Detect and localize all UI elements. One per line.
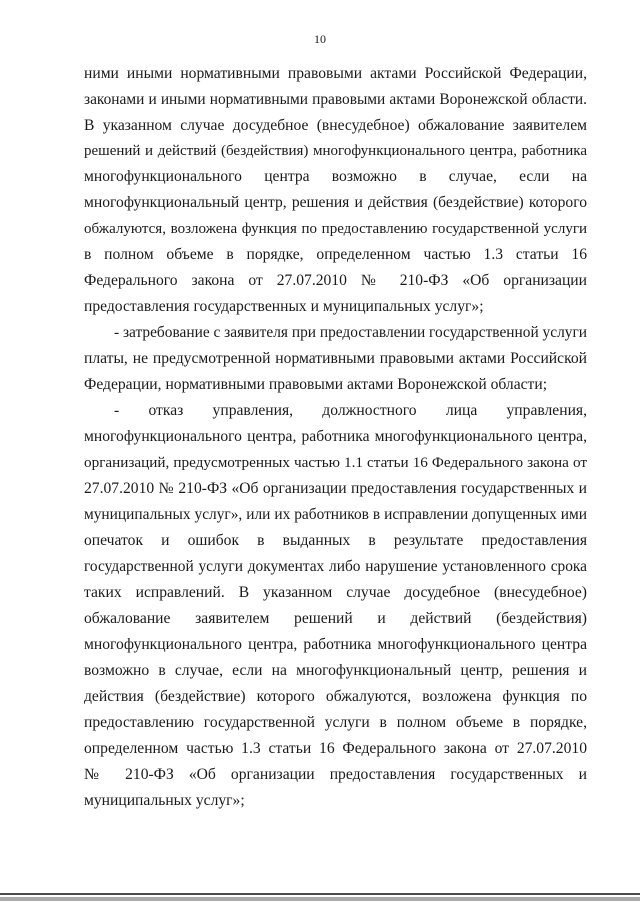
text-line: многофункционального центра возможно в случае, если на: [84, 168, 587, 185]
text-line: в полном объеме в порядке, определенном частью 1.3 статьи 16: [84, 246, 587, 263]
text-line: возможно в случае, если на многофункциональный центр, решения и: [84, 662, 587, 679]
scan-edge-line: [0, 893, 640, 895]
text-line: обжалуются, возложена функция по предоставлению государственной услуги: [84, 221, 587, 237]
text-line: определенном частью 1.3 статьи 16 Федерального закона от 27.07.2010: [84, 740, 587, 757]
scan-edge-shadow: [0, 897, 640, 901]
text-line: таких исправлений. В указанном случае досудебное (внесудебное): [84, 584, 587, 601]
text-line: В указанном случае досудебное (внесудебное) обжалование заявителем: [84, 117, 587, 134]
text-line: многофункционального центра, работника многофункционального центра,: [84, 428, 587, 445]
text-line: муниципальных услуг»;: [84, 792, 245, 809]
text-line: Федерального закона от 27.07.2010 № 210-ФЗ «Об организации: [84, 272, 587, 289]
text-line: Федерации, нормативными правовыми актами Воронежской области;: [84, 376, 548, 393]
text-line: предоставления государственных и муниципальных услуг»;: [84, 298, 484, 315]
paragraph-first-line: - затребование с заявителя при предоставлении государственной услуги: [114, 324, 588, 341]
text-line: решений и действий (бездействия) многофункционального центра, работника: [84, 143, 587, 159]
text-line: многофункционального центра, работника многофункционального центра: [84, 636, 587, 653]
text-line: платы, не предусмотренной нормативными правовыми актами Российской: [84, 350, 587, 367]
text-line: обжалование заявителем решений и действий (бездействия): [84, 610, 587, 627]
text-line: организаций, предусмотренных частью 1.1 статьи 16 Федерального закона от: [84, 454, 587, 471]
text-line: действия (бездействие) которого обжалуются, возложена функция по: [84, 688, 587, 705]
text-line: опечаток и ошибок в выданных в результате предоставления: [84, 532, 587, 549]
text-line: предоставлению государственной услуги в полном объеме в порядке,: [84, 714, 587, 731]
text-line: 27.07.2010 № 210-ФЗ «Об организации предоставления государственных и: [84, 480, 587, 497]
text-line: ними иными нормативными правовыми актами Российской Федерации,: [84, 65, 587, 82]
text-line: государственной услуги документах либо нарушение установленного срока: [84, 558, 587, 575]
text-line: многофункциональный центр, решения и действия (бездействие) которого: [84, 194, 587, 211]
paragraph-first-line: - отказ управления, должностного лица управления,: [114, 402, 587, 419]
text-line: № 210-ФЗ «Об организации предоставления государственных и: [84, 766, 587, 783]
text-line: законами и иными нормативными правовыми актами Воронежской области.: [84, 91, 587, 108]
page-number: 10: [314, 32, 326, 46]
text-line: муниципальных услуг», или их работников в исправлении допущенных ими: [84, 506, 587, 523]
